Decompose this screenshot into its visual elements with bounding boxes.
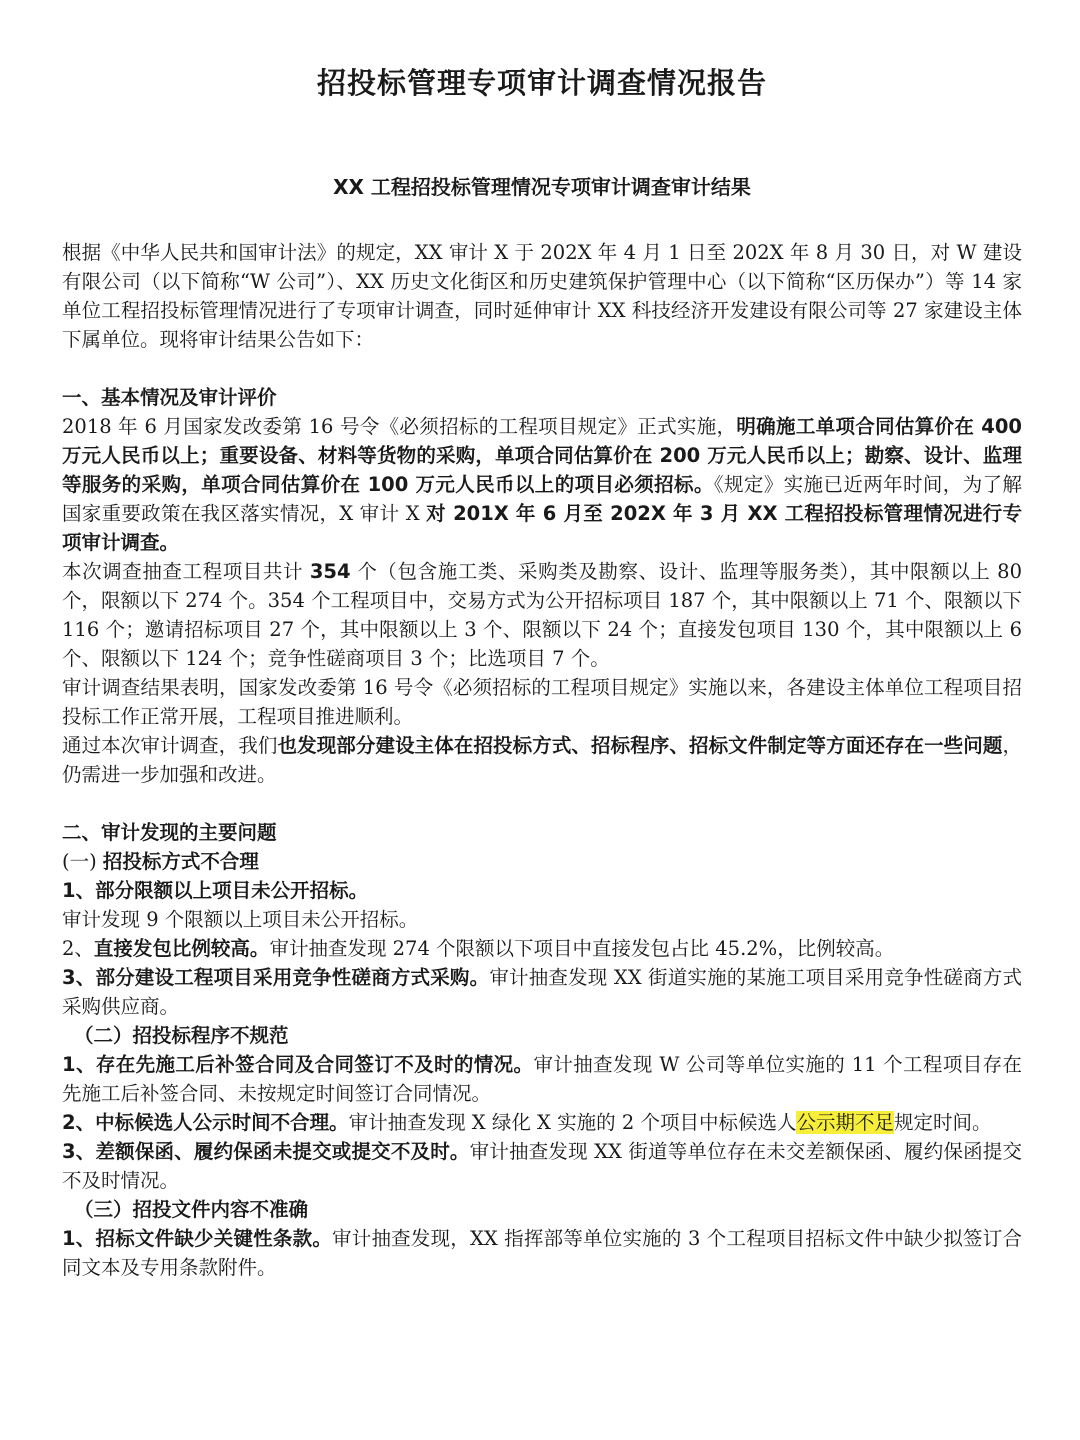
subsection3-heading: （三）招投文件内容不准确 <box>74 1198 309 1221</box>
bold-text-run: 3、差额保函、履约保函未提交或提交不及时。 <box>62 1140 470 1163</box>
text-run: 《规定》实施已近两年时间，为了解国家重要政策在我区落实情况，X 审计 X <box>62 473 1022 525</box>
subsection-title: 招投标方式不合理 <box>102 850 259 873</box>
text-run: 审计抽查发现，XX 指挥部等单位实施的 3 个工程项目招标文件中缺少拟签订合同文本及专用条款附件。 <box>62 1227 1022 1279</box>
section1-heading: 一、基本情况及审计评价 <box>62 386 277 409</box>
subsection1-heading <box>62 847 1022 876</box>
issue-2-3 <box>62 1137 1022 1195</box>
section1-paragraph-4 <box>62 731 1022 789</box>
text-run: 规定时间。 <box>893 1111 992 1134</box>
text-run: 个（包含施工类、采购类及勘察、设计、监理等服务类），其中限额以上 80 个，限额以下 274 个。354 个工程项目中，交易方式为公开招标项目 187 个，其中限额以上 71 个、限额以下 116 个；邀请招标项目 27 个，其中限额以上 3 个、限额以下 24 个；直接发包项目 130 个，其中限额以上 6 个、限额以下 124 个；竞争性磋商项目 3 个；比选项目 7 个。 <box>62 560 1022 670</box>
section2-heading: 二、审计发现的主要问题 <box>62 821 277 844</box>
bold-text-run: 也发现部分建设主体在招投标方式、招标程序、招标文件制定等方面还存在一些问题 <box>277 734 1003 757</box>
bold-text-run: 2、中标候选人公示时间不合理。 <box>62 1111 349 1134</box>
issue-2-1 <box>62 1050 1022 1108</box>
bold-text-run: 354 <box>309 560 351 583</box>
issue-2-2 <box>62 1108 1022 1137</box>
text-run: 审计抽查发现 XX 街道等单位存在未交差额保函、履约保函提交不及时情况。 <box>62 1140 1022 1192</box>
text-run: 审计抽查发现 X 绿化 X 实施的 2 个项目中标候选人 <box>348 1111 797 1134</box>
bold-text-run: 1、存在先施工后补签合同及合同签订不及时的情况。 <box>62 1053 534 1076</box>
bold-text-run: 对 201X 年 6 月至 202X 年 3 月 XX 工程招投标管理情况进行专项审计调查。 <box>62 502 1022 554</box>
item-number: 2、 <box>62 937 94 960</box>
report-title: 招投标管理专项审计调查情况报告 <box>316 66 767 100</box>
text-run: 通过本次审计调查，我们 <box>62 734 278 757</box>
highlighted-text: 公示期不足 <box>796 1111 894 1134</box>
issue-1-2 <box>62 934 1022 963</box>
text-run: 审计抽查发现 XX 街道实施的某施工项目采用竞争性磋商方式采购供应商。 <box>62 966 1022 1018</box>
text-run: 2018 年 6 月国家发改委第 16 号令《必须招标的工程项目规定》正式实施， <box>62 415 737 438</box>
intro-paragraph: 根据《中华人民共和国审计法》的规定，XX 审计 X 于 202X 年 4 月 1 日至 202X 年 8 月 30 日，对 W 建设有限公司（以下简称“W 公司”）、XX 历史文化街区和历史建筑保护管理中心（以下简称“区历保办”）等 14 家单位工程招投标管理情况进行了专项审计调查，同时延伸审计 XX 科技经济开发建设有限公司等 27 家建设主体下属单位。现将审计结果公告如下： <box>62 241 1022 351</box>
text-run: ，仍需进一步加强和改进。 <box>62 734 1022 786</box>
report-subtitle: XX 工程招投标管理情况专项审计调查审计结果 <box>333 175 751 199</box>
subsection-prefix: (一) <box>62 850 103 873</box>
section1-paragraph-3: 审计调查结果表明，国家发改委第 16 号令《必须招标的工程项目规定》实施以来，各建设主体单位工程项目招投标工作正常开展，工程项目推进顺利。 <box>62 676 1022 728</box>
section1-paragraph-1 <box>62 412 1022 557</box>
document-page <box>62 62 1022 1282</box>
bold-text-run: 明确施工单项合同估算价在 400 万元人民币以上；重要设备、材料等货物的采购，单项合同估算价在 200 万元人民币以上；勘察、设计、监理等服务的采购，单项合同估算价在 100 万元人民币以上的项目必须招标。 <box>62 415 1022 496</box>
text-run: 本次调查抽查工程项目共计 <box>62 560 310 583</box>
issue-1-1-text: 审计发现 9 个限额以上项目未公开招标。 <box>62 908 419 931</box>
bold-text-run: 1、招标文件缺少关键性条款。 <box>62 1227 333 1250</box>
issue-1-3 <box>62 963 1022 1021</box>
text-run: 审计抽查发现 W 公司等单位实施的 11 个工程项目存在先施工后补签合同、未按规定时间签订合同情况。 <box>62 1053 1022 1105</box>
issue-1-1-title: 1、部分限额以上项目未公开招标。 <box>62 879 369 902</box>
bold-text-run: 直接发包比例较高。 <box>93 937 270 960</box>
bold-text-run: 3、部分建设工程项目采用竞争性磋商方式采购。 <box>62 966 490 989</box>
text-run: 审计抽查发现 274 个限额以下项目中直接发包占比 45.2%，比例较高。 <box>269 937 895 960</box>
subsection2-heading: （二）招投标程序不规范 <box>74 1024 289 1047</box>
issue-3-1 <box>62 1224 1022 1282</box>
section1-paragraph-2 <box>62 557 1022 673</box>
